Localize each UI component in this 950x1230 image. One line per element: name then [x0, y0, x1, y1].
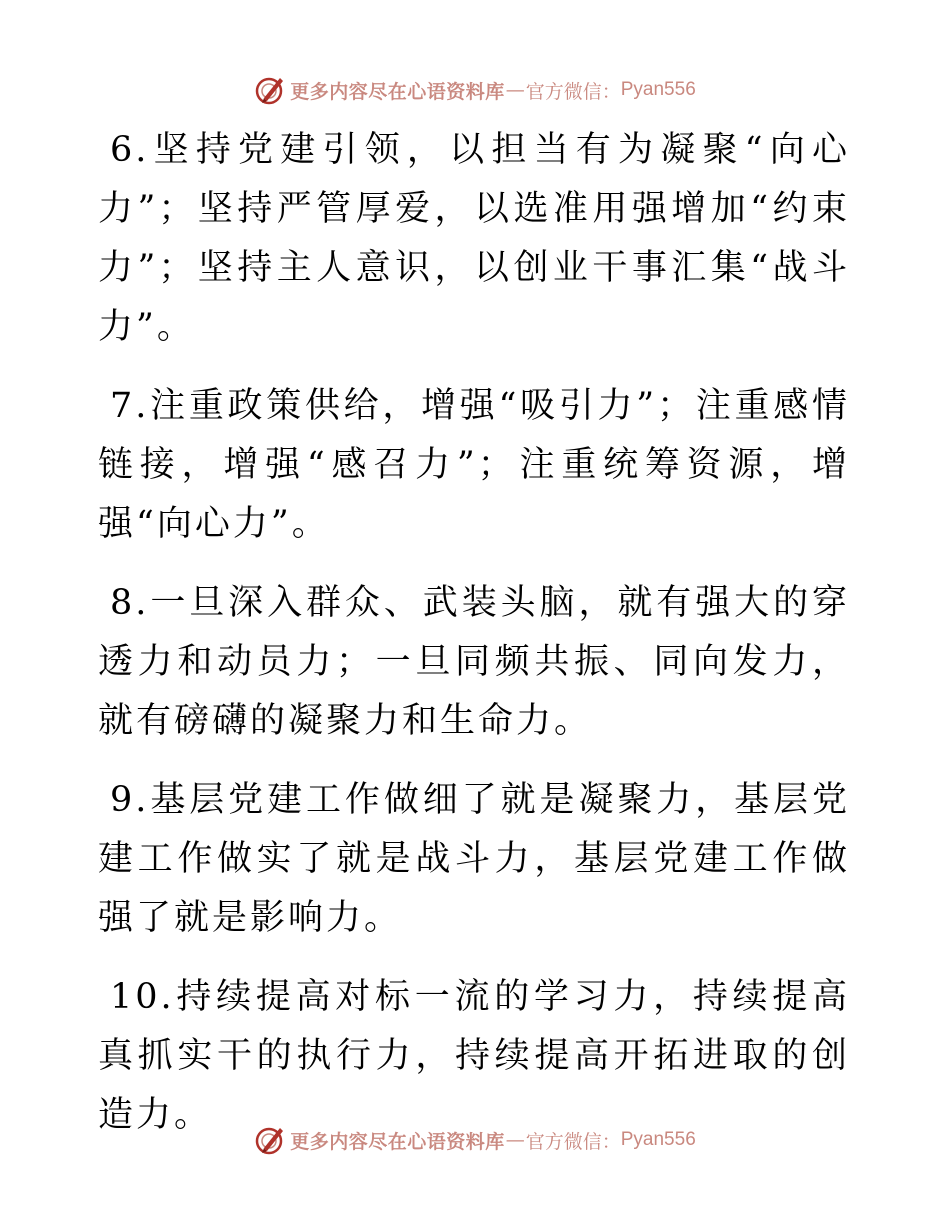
header-banner-sub: 官方微信：	[525, 80, 621, 103]
paragraph-9	[98, 771, 850, 948]
footer-banner-id: Pyan556	[620, 1129, 696, 1150]
paragraph-7	[98, 377, 850, 554]
header-banner-sep: —	[505, 79, 525, 101]
paragraph-number: 8.	[110, 583, 150, 623]
document-body	[98, 121, 850, 1165]
paragraph-number: 10.	[110, 977, 175, 1017]
footer-banner	[0, 1120, 950, 1160]
paragraph-text: 基层党建工作做细了就是凝聚力，基层党建工作做实了就是战斗力，基层党建工作做强了就是影响力。	[98, 780, 850, 938]
footer-banner-sub: 官方微信：	[525, 1130, 621, 1153]
paragraph-6	[98, 121, 850, 357]
paragraph-number: 9.	[110, 780, 150, 820]
header-banner	[0, 70, 950, 110]
paragraph-text: 坚持党建引领，以担当有为凝聚“向心力”；坚持严管厚爱，以选准用强增加“约束力”；坚持主人意识，以创业干事汇集“战斗力”。	[98, 130, 850, 347]
paragraph-10	[98, 968, 850, 1145]
paragraph-8	[98, 574, 850, 751]
pen-circle-logo-icon	[254, 1124, 286, 1156]
paragraph-text: 一旦深入群众、武装头脑，就有强大的穿透力和动员力；一旦同频共振、同向发力，就有磅礴的凝聚力和生命力。	[98, 583, 850, 741]
header-banner-main: 更多内容尽在心语资料库	[290, 80, 505, 103]
paragraph-number: 6.	[110, 130, 150, 170]
footer-banner-main: 更多内容尽在心语资料库	[290, 1130, 505, 1153]
header-banner-id: Pyan556	[620, 79, 696, 100]
paragraph-text: 持续提高对标一流的学习力，持续提高真抓实干的执行力，持续提高开拓进取的创造力。	[98, 977, 850, 1135]
footer-banner-sep: —	[505, 1129, 525, 1151]
pen-circle-logo-icon	[254, 74, 286, 106]
paragraph-number: 7.	[110, 386, 150, 426]
paragraph-text: 注重政策供给，增强“吸引力”；注重感情链接，增强“感召力”；注重统筹资源，增强“向心力”。	[98, 386, 850, 544]
